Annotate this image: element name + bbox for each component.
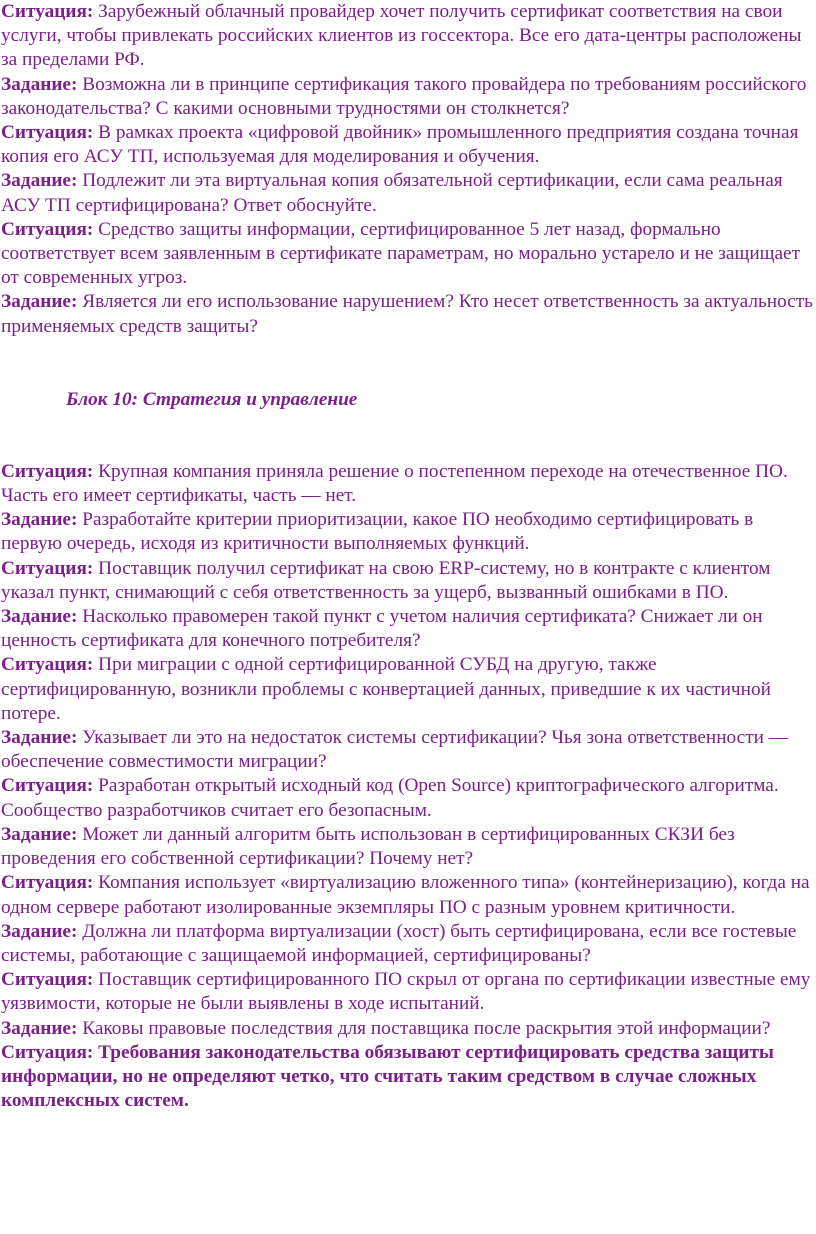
- task-label: Задание:: [1, 170, 78, 192]
- task-text: Каковы правовые последствия для поставщика после раскрытия этой информации?: [77, 1017, 771, 1039]
- task-text: Указывает ли это на недостаток системы сертификации? Чья зона ответственности — обеспечение совместимости миграции?: [1, 727, 789, 773]
- task-text: Является ли его использование нарушением? Кто несет ответственность за актуальность применяемых средств защиты?: [1, 291, 813, 337]
- task-text: Должна ли платформа виртуализации (хост) быть сертифицирована, если все гостевые системы, работающие с защищаемой информацией, сертифицированы?: [1, 920, 797, 966]
- situation-label: Ситуация:: [1, 122, 94, 144]
- situation-text: Средство защиты информации, сертифицированное 5 лет назад, формально соответствует всем заявленным в сертификате параметрам, но морально устарело и не защищает от современных угроз.: [1, 218, 801, 289]
- situation-label: Ситуация:: [1, 872, 94, 894]
- situation-label: Ситуация:: [1, 1, 94, 22]
- task-paragraph: [0, 169, 816, 217]
- task-paragraph: [0, 73, 816, 121]
- situation-paragraph: [0, 653, 816, 726]
- task-label: Задание:: [1, 291, 78, 313]
- task-paragraph: [0, 920, 816, 968]
- final-situation-text: Требования законодательства обязывают сертифицировать средства защиты информации, но не определяют четко, что считать таким средством в случае сложных комплексных систем.: [1, 1041, 774, 1112]
- task-text: Возможна ли в принципе сертификация такого провайдера по требованиям российского законодательства? С какими основными трудностями он столкнется?: [1, 73, 807, 119]
- task-paragraph: [0, 1017, 816, 1041]
- task-label: Задание:: [1, 823, 78, 845]
- situation-paragraph: [0, 557, 816, 605]
- task-text: Подлежит ли эта виртуальная копия обязательной сертификации, если сама реальная АСУ ТП сертифицирована? Ответ обоснуйте.: [1, 170, 783, 216]
- situation-label: Ситуация:: [1, 1041, 94, 1063]
- situation-text: Разработан открытый исходный код (Open Source) криптографического алгоритма. Сообщество разработчиков считает его безопасным.: [1, 775, 779, 821]
- task-label: Задание:: [1, 920, 78, 942]
- task-label: Задание:: [1, 509, 78, 531]
- situation-text: Поставщик сертифицированного ПО скрыл от органа по сертификации известные ему уязвимости, которые не были выявлены в ходе испытаний.: [1, 969, 811, 1015]
- task-paragraph: [0, 290, 816, 338]
- task-label: Задание:: [1, 727, 78, 749]
- situation-label: Ситуация:: [1, 969, 94, 991]
- section-2: [0, 460, 816, 1113]
- situation-paragraph: [0, 774, 816, 822]
- task-label: Задание:: [1, 1017, 78, 1039]
- situation-text: Компания использует «виртуализацию вложенного типа» (контейнеризацию), когда на одном сервере работают изолированные экземпляры ПО с разным уровнем критичности.: [1, 872, 810, 918]
- situation-label: Ситуация:: [1, 557, 94, 579]
- situation-text: Крупная компания приняла решение о постепенном переходе на отечественное ПО. Часть его имеет сертификаты, часть — нет.: [1, 460, 788, 507]
- task-text: Разработайте критерии приоритизации, какое ПО необходимо сертифицировать в первую очередь, исходя из критичности выполняемых функций.: [1, 509, 754, 555]
- task-paragraph: [0, 726, 816, 774]
- situation-text: При миграции с одной сертифицированной СУБД на другую, также сертифицированную, возникли проблемы с конвертацией данных, приведшие к их частичной потере.: [1, 654, 771, 724]
- situation-paragraph: [0, 218, 816, 291]
- task-paragraph: [0, 605, 816, 653]
- section-1: [0, 0, 816, 339]
- situation-paragraph: [0, 0, 816, 73]
- task-text: Насколько правомерен такой пункт с учетом наличия сертификата? Снижает ли он ценность сертификата для конечного потребителя?: [1, 606, 763, 652]
- task-paragraph: [0, 823, 816, 871]
- task-label: Задание:: [1, 73, 78, 95]
- situation-label: Ситуация:: [1, 775, 94, 797]
- situation-text: Поставщик получил сертификат на свою ERP-систему, но в контракте с клиентом указал пункт, снимающий с себя ответственность за ущерб, вызванный ошибками в ПО.: [1, 557, 771, 603]
- spacer: [0, 412, 816, 460]
- situation-text: Зарубежный облачный провайдер хочет получить сертификат соответствия на свои услуги, чтобы привлекать российских клиентов из госсектора. Все его дата-центры расположены за пределами РФ.: [1, 1, 802, 71]
- spacer: [0, 339, 816, 388]
- situation-paragraph: [0, 871, 816, 919]
- situation-label: Ситуация:: [1, 654, 94, 676]
- task-text: Может ли данный алгоритм быть использован в сертифицированных СКЗИ без проведения его собственной сертификации? Почему нет?: [1, 823, 735, 870]
- task-paragraph: [0, 508, 816, 556]
- situation-paragraph: [0, 121, 816, 169]
- situation-paragraph: [0, 968, 816, 1016]
- situation-paragraph: [0, 460, 816, 508]
- situation-label: Ситуация:: [1, 460, 94, 482]
- task-label: Задание:: [1, 606, 78, 628]
- block-heading: Блок 10: Стратегия и управление: [66, 388, 358, 410]
- situation-label: Ситуация:: [1, 218, 94, 240]
- final-situation-paragraph: [0, 1041, 816, 1114]
- situation-text: В рамках проекта «цифровой двойник» промышленного предприятия создана точная копия его АСУ ТП, используемая для моделирования и обучения.: [1, 122, 799, 168]
